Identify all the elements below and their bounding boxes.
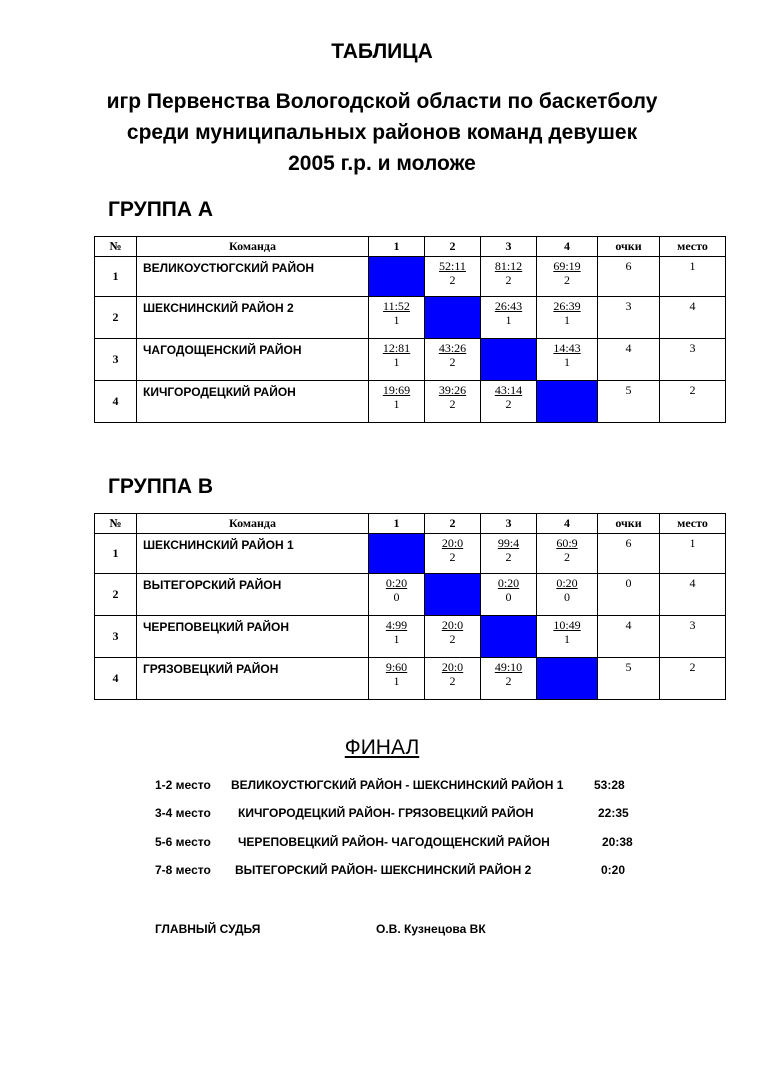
match-points: 1: [564, 313, 570, 327]
points-cell: 0: [598, 574, 660, 616]
match-score: 0:20: [497, 576, 520, 590]
column-header: место: [660, 237, 726, 257]
row-number: 3: [95, 339, 137, 381]
subtitle-line: 2005 г.р. и моложе: [288, 152, 476, 175]
score-cell: [425, 616, 481, 658]
final-game-score: 0:20: [601, 863, 626, 877]
subtitle-line: игр Первенства Вологодской области по баскетболу: [106, 90, 658, 113]
score-cell: [537, 574, 598, 616]
row-number: 2: [95, 574, 137, 616]
group-b-table: [94, 513, 726, 700]
match-score: 43:14: [494, 383, 523, 397]
match-score: 20:0: [441, 618, 464, 632]
place-cell: 3: [660, 616, 726, 658]
diagonal-cell: [369, 257, 425, 297]
match-score: 69:19: [553, 259, 581, 273]
column-header: место: [660, 514, 726, 534]
final-game-score: 53:28: [594, 778, 625, 792]
score-cell: [369, 616, 425, 658]
column-header: 4: [537, 514, 598, 534]
score-cell: [369, 297, 425, 339]
match-points: 1: [393, 632, 400, 646]
final-heading: [0, 736, 764, 760]
column-header: 1: [369, 237, 425, 257]
match-score: 26:43: [494, 299, 523, 313]
match-points: 2: [449, 397, 456, 411]
diagonal-cell: [537, 658, 598, 700]
table-row: [95, 574, 726, 616]
team-name: ШЕКСНИНСКИЙ РАЙОН 1: [137, 534, 369, 574]
points-cell: 6: [598, 257, 660, 297]
points-cell: 5: [598, 658, 660, 700]
table-row: [95, 658, 726, 700]
match-score: 14:43: [553, 341, 581, 355]
match-score: 4:99: [385, 618, 408, 632]
match-points: 0: [564, 590, 570, 604]
match-points: 1: [393, 355, 400, 369]
column-header: 2: [425, 514, 481, 534]
place-cell: 3: [660, 339, 726, 381]
column-header: 2: [425, 237, 481, 257]
place-cell: 1: [660, 534, 726, 574]
diagonal-cell: [369, 534, 425, 574]
team-name: ЧАГОДОЩЕНСКИЙ РАЙОН: [137, 339, 369, 381]
judge-label: ГЛАВНЫЙ СУДЬЯ: [155, 922, 261, 936]
column-header: №: [95, 237, 137, 257]
team-name: ГРЯЗОВЕЦКИЙ РАЙОН: [137, 658, 369, 700]
column-header: очки: [598, 514, 660, 534]
final-game-match: КИЧГОРОДЕЦКИЙ РАЙОН- ГРЯЗОВЕЦКИЙ РАЙОН: [238, 806, 534, 820]
team-name: ВЕЛИКОУСТЮГСКИЙ РАЙОН: [137, 257, 369, 297]
match-score: 10:49: [553, 618, 581, 632]
score-cell: [369, 658, 425, 700]
points-cell: 3: [598, 297, 660, 339]
match-points: 1: [505, 313, 512, 327]
match-points: 1: [564, 632, 570, 646]
final-game-match: ВЫТЕГОРСКИЙ РАЙОН- ШЕКСНИНСКИЙ РАЙОН 2: [235, 863, 532, 877]
score-cell: [481, 534, 537, 574]
row-number: 4: [95, 658, 137, 700]
judge-name: О.В. Кузнецова ВК: [376, 922, 486, 936]
match-points: 2: [505, 674, 512, 688]
score-cell: [537, 534, 598, 574]
place-cell: 4: [660, 574, 726, 616]
score-cell: [369, 339, 425, 381]
table-row: [95, 257, 726, 297]
points-cell: 4: [598, 616, 660, 658]
team-name: ВЫТЕГОРСКИЙ РАЙОН: [137, 574, 369, 616]
team-name: КИЧГОРОДЕЦКИЙ РАЙОН: [137, 381, 369, 423]
score-cell: [369, 381, 425, 423]
place-cell: 1: [660, 257, 726, 297]
match-points: 2: [449, 273, 456, 287]
match-points: 1: [393, 674, 400, 688]
match-points: 2: [564, 550, 570, 564]
match-points: 2: [505, 273, 512, 287]
final-game-place: 5-6 место: [155, 835, 211, 849]
table-row: [95, 381, 726, 423]
final-game-place: 3-4 место: [155, 806, 211, 820]
table-row: [95, 534, 726, 574]
match-score: 26:39: [553, 299, 581, 313]
score-cell: [425, 339, 481, 381]
match-score: 0:20: [556, 576, 578, 590]
score-cell: [369, 574, 425, 616]
match-points: 0: [393, 590, 400, 604]
group-a-table: [94, 236, 726, 423]
column-header: Команда: [137, 514, 369, 534]
team-name: ЧЕРЕПОВЕЦКИЙ РАЙОН: [137, 616, 369, 658]
row-number: 1: [95, 257, 137, 297]
document-title: ТАБЛИЦА: [331, 40, 433, 63]
points-cell: 5: [598, 381, 660, 423]
table-header-row: [95, 237, 726, 257]
final-game-place: 7-8 место: [155, 863, 211, 877]
match-score: 19:69: [382, 383, 411, 397]
final-game-place: 1-2 место: [155, 778, 211, 792]
diagonal-cell: [481, 339, 537, 381]
match-points: 2: [449, 632, 456, 646]
column-header: 3: [481, 514, 537, 534]
subtitle-line: среди муниципальных районов команд девушек: [126, 121, 638, 144]
final-game-score: 22:35: [598, 806, 629, 820]
match-points: 1: [564, 355, 570, 369]
match-score: 81:12: [494, 259, 523, 273]
column-header: 3: [481, 237, 537, 257]
diagonal-cell: [425, 574, 481, 616]
place-cell: 2: [660, 658, 726, 700]
score-cell: [425, 658, 481, 700]
match-points: 2: [505, 550, 512, 564]
score-cell: [481, 297, 537, 339]
match-points: 1: [393, 313, 400, 327]
diagonal-cell: [537, 381, 598, 423]
score-cell: [425, 381, 481, 423]
place-cell: 4: [660, 297, 726, 339]
column-header: Команда: [137, 237, 369, 257]
score-cell: [481, 257, 537, 297]
score-cell: [537, 616, 598, 658]
points-cell: 4: [598, 339, 660, 381]
score-cell: [481, 381, 537, 423]
row-number: 2: [95, 297, 137, 339]
final-heading-text: ФИНАЛ: [344, 736, 420, 759]
group-a-heading: ГРУППА А: [108, 198, 214, 221]
match-score: 0:20: [385, 576, 408, 590]
match-score: 20:0: [441, 660, 464, 674]
match-points: 2: [505, 397, 512, 411]
final-game-match: ЧЕРЕПОВЕЦКИЙ РАЙОН- ЧАГОДОЩЕНСКИЙ РАЙОН: [238, 835, 550, 849]
team-name: ШЕКСНИНСКИЙ РАЙОН 2: [137, 297, 369, 339]
column-header: №: [95, 514, 137, 534]
place-cell: 2: [660, 381, 726, 423]
document-subtitle: [0, 86, 764, 179]
score-cell: [537, 339, 598, 381]
group-b-heading: ГРУППА В: [108, 475, 214, 498]
score-cell: [425, 534, 481, 574]
column-header: 4: [537, 237, 598, 257]
score-cell: [537, 257, 598, 297]
match-score: 43:26: [438, 341, 467, 355]
match-points: 2: [564, 273, 570, 287]
row-number: 1: [95, 534, 137, 574]
points-cell: 6: [598, 534, 660, 574]
match-score: 60:9: [556, 536, 578, 550]
final-game-match: ВЕЛИКОУСТЮГСКИЙ РАЙОН - ШЕКСНИНСКИЙ РАЙОН 1: [231, 778, 564, 792]
table-row: [95, 616, 726, 658]
match-score: 99:4: [497, 536, 520, 550]
column-header: очки: [598, 237, 660, 257]
row-number: 4: [95, 381, 137, 423]
score-cell: [481, 658, 537, 700]
match-score: 20:0: [441, 536, 464, 550]
match-score: 11:52: [383, 299, 410, 313]
table-header-row: [95, 514, 726, 534]
match-points: 2: [449, 674, 456, 688]
match-score: 39:26: [438, 383, 467, 397]
match-score: 52:11: [439, 259, 466, 273]
diagonal-cell: [425, 297, 481, 339]
column-header: 1: [369, 514, 425, 534]
match-points: 0: [505, 590, 512, 604]
match-score: 49:10: [494, 660, 523, 674]
table-row: [95, 297, 726, 339]
match-points: 1: [393, 397, 400, 411]
score-cell: [425, 257, 481, 297]
score-cell: [481, 574, 537, 616]
match-points: 2: [449, 550, 456, 564]
score-cell: [537, 297, 598, 339]
match-points: 2: [449, 355, 456, 369]
final-game-score: 20:38: [602, 835, 633, 849]
table-row: [95, 339, 726, 381]
match-score: 12:81: [382, 341, 411, 355]
diagonal-cell: [481, 616, 537, 658]
row-number: 3: [95, 616, 137, 658]
match-score: 9:60: [385, 660, 408, 674]
